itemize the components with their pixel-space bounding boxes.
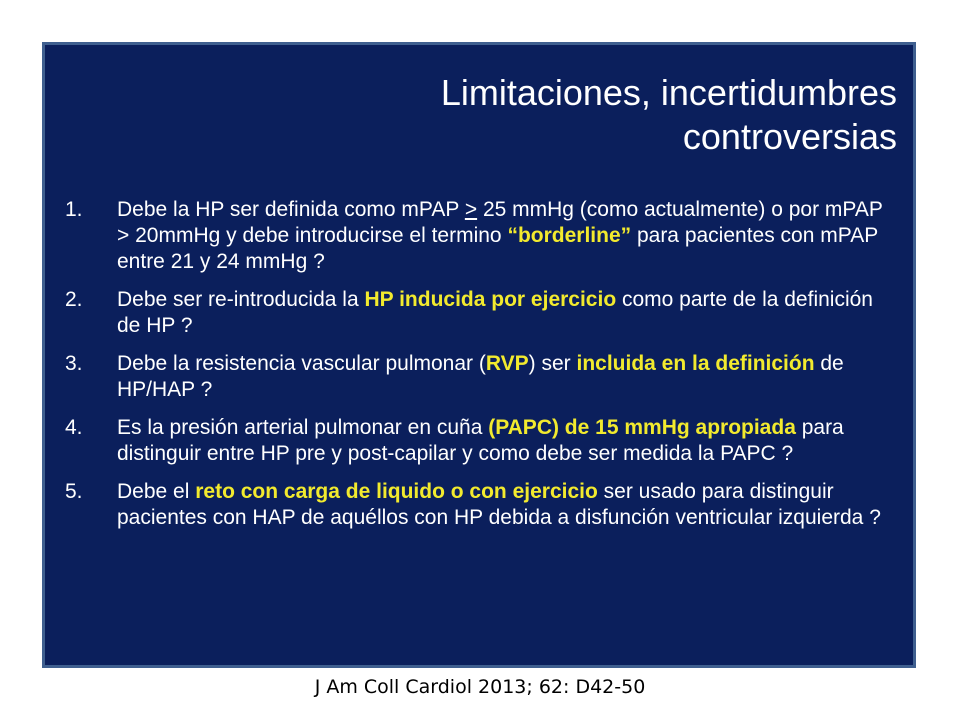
- title-line-1: Limitaciones, incertidumbres: [440, 72, 897, 113]
- list-item-text: para distinguir entre HP pre y post-capilar y como debe ser medida la PAPC ?: [117, 416, 844, 465]
- list-item-text: de HP/HAP ?: [117, 352, 844, 401]
- list-item-number: 4.: [65, 416, 83, 439]
- list-item-text: Debe la HP ser definida como mPAP: [117, 198, 465, 221]
- list-item: [65, 479, 885, 531]
- list-item-text: para pacientes con mPAP entre 21 y 24 mmHg ?: [117, 224, 878, 273]
- slide-panel: [42, 42, 916, 668]
- slide-title: [257, 71, 897, 159]
- highlighted-text: “borderline”: [507, 224, 632, 247]
- highlighted-text: (PAPC) de 15 mmHg apropiada: [488, 416, 796, 439]
- highlighted-text: RVP: [485, 352, 529, 375]
- list-item-text: Es la presión arterial pulmonar en cuña: [117, 416, 489, 439]
- list-item-text: ser usado para distinguir pacientes con HAP de aquéllos con HP debida a disfunción ventricular izquierda ?: [117, 480, 881, 529]
- title-line-2: controversias: [682, 116, 897, 157]
- list-item: [65, 197, 885, 275]
- highlighted-text: incluida en la definición: [576, 352, 815, 375]
- list-item-number: 5.: [65, 480, 83, 503]
- list-item: [65, 351, 885, 403]
- list-item-number: 1.: [65, 198, 83, 221]
- list-item-text: 25 mmHg (como actualmente) o por mPAP > 20mmHg y debe introducirse el termino: [117, 198, 883, 247]
- highlighted-text: reto con carga de liquido o con ejercicio: [195, 480, 598, 503]
- list-item-text: >: [464, 198, 478, 221]
- list-item-text: Debe el: [117, 480, 196, 503]
- list-item-text: Debe la resistencia vascular pulmonar (: [117, 352, 486, 375]
- list-item-number: 3.: [65, 352, 83, 375]
- list-item-text: como parte de la definición de HP ?: [117, 288, 873, 337]
- list-item-number: 2.: [65, 288, 83, 311]
- list-item-text: ) ser: [528, 352, 577, 375]
- highlighted-text: HP inducida por ejercicio: [364, 288, 617, 311]
- list-item: [65, 415, 885, 467]
- question-list: [65, 197, 885, 543]
- citation: J Am Coll Cardiol 2013; 62: D42-50: [314, 676, 646, 698]
- list-item-text: Debe ser re-introducida la: [117, 288, 365, 311]
- list-item: [65, 287, 885, 339]
